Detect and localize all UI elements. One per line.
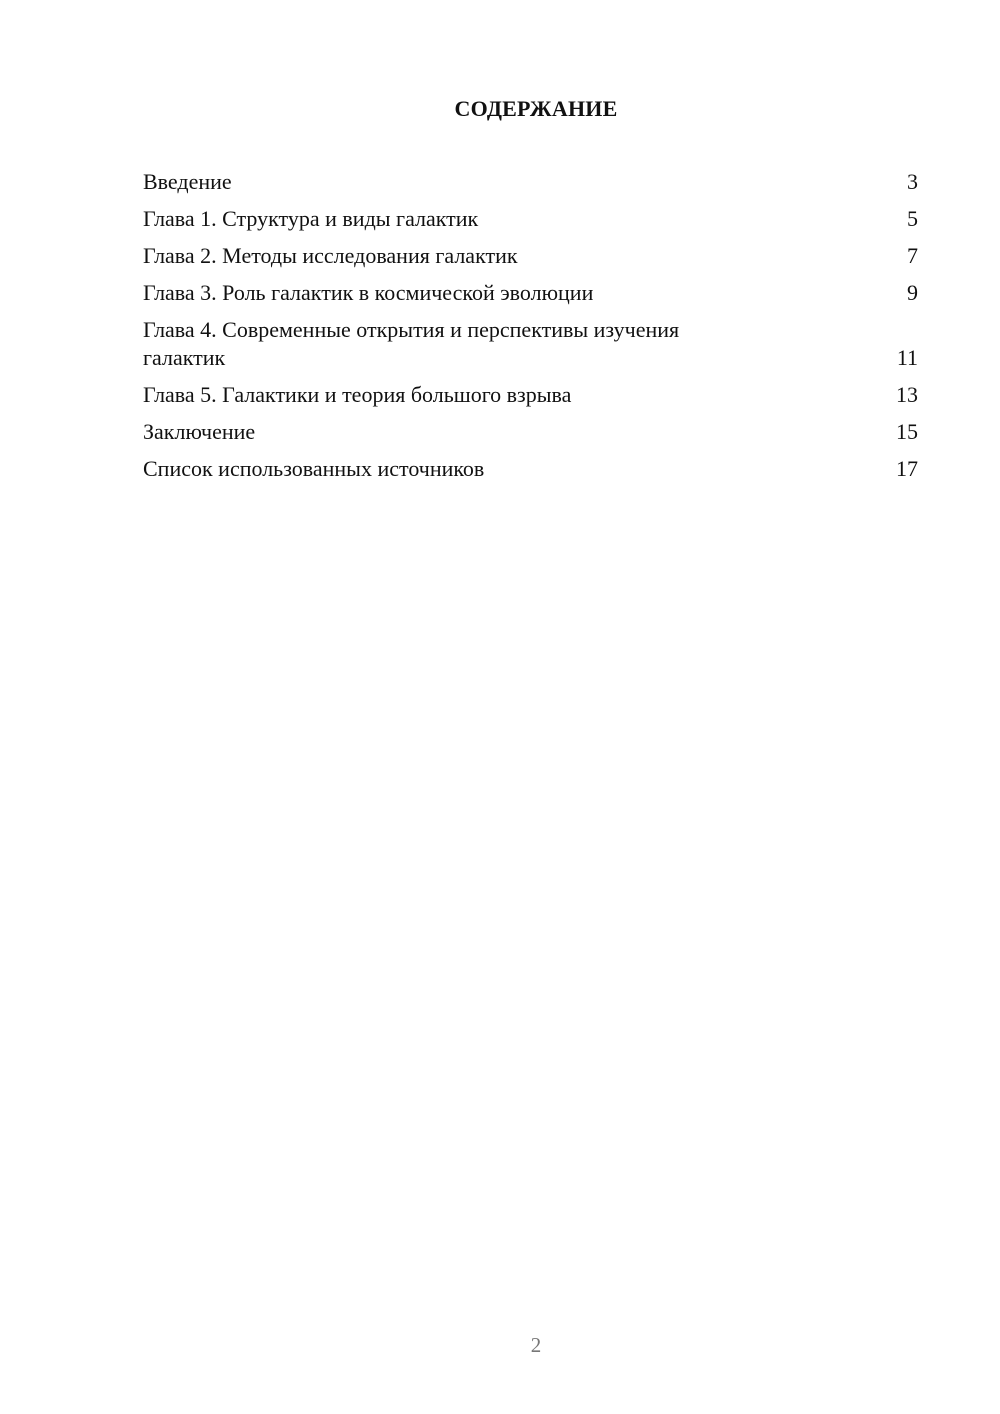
toc-entry-chapter-3	[143, 279, 918, 307]
toc-entry-chapter-4	[143, 316, 918, 372]
toc-entry-text: Глава 2. Методы исследования галактик	[143, 243, 518, 268]
toc-entry-text: Введение	[143, 169, 232, 194]
toc-title: СОДЕРЖАНИЕ	[454, 96, 618, 121]
toc-entry-introduction	[143, 168, 918, 196]
toc-entry-chapter-2	[143, 242, 918, 270]
toc-entry-page: 13	[896, 382, 918, 407]
toc-entry-text: Глава 3. Роль галактик в космической эволюции	[143, 280, 594, 305]
toc-entry-chapter-1	[143, 205, 918, 233]
toc-entry-text: Заключение	[143, 419, 256, 444]
toc-entry-text: Глава 1. Структура и виды галактик	[143, 206, 479, 231]
toc-entry-page: 9	[907, 280, 918, 305]
toc-entry-page: 7	[907, 243, 918, 268]
toc-entry-text: Глава 4. Современные открытия и перспективы изучения галактик	[143, 317, 680, 370]
toc-entry-references	[143, 455, 918, 483]
toc-list	[143, 168, 918, 492]
toc-entry-page: 3	[907, 169, 918, 194]
toc-entry-page: 17	[896, 456, 918, 481]
toc-entry-text: Глава 5. Галактики и теория большого взрыва	[143, 382, 572, 407]
toc-entry-page: 15	[896, 419, 918, 444]
toc-entry-conclusion	[143, 418, 918, 446]
toc-entry-page: 5	[907, 206, 918, 231]
toc-entry-page: 11	[896, 345, 918, 370]
toc-entry-text: Список использованных источников	[143, 456, 485, 481]
page-number: 2	[530, 1333, 542, 1357]
toc-entry-chapter-5	[143, 381, 918, 409]
